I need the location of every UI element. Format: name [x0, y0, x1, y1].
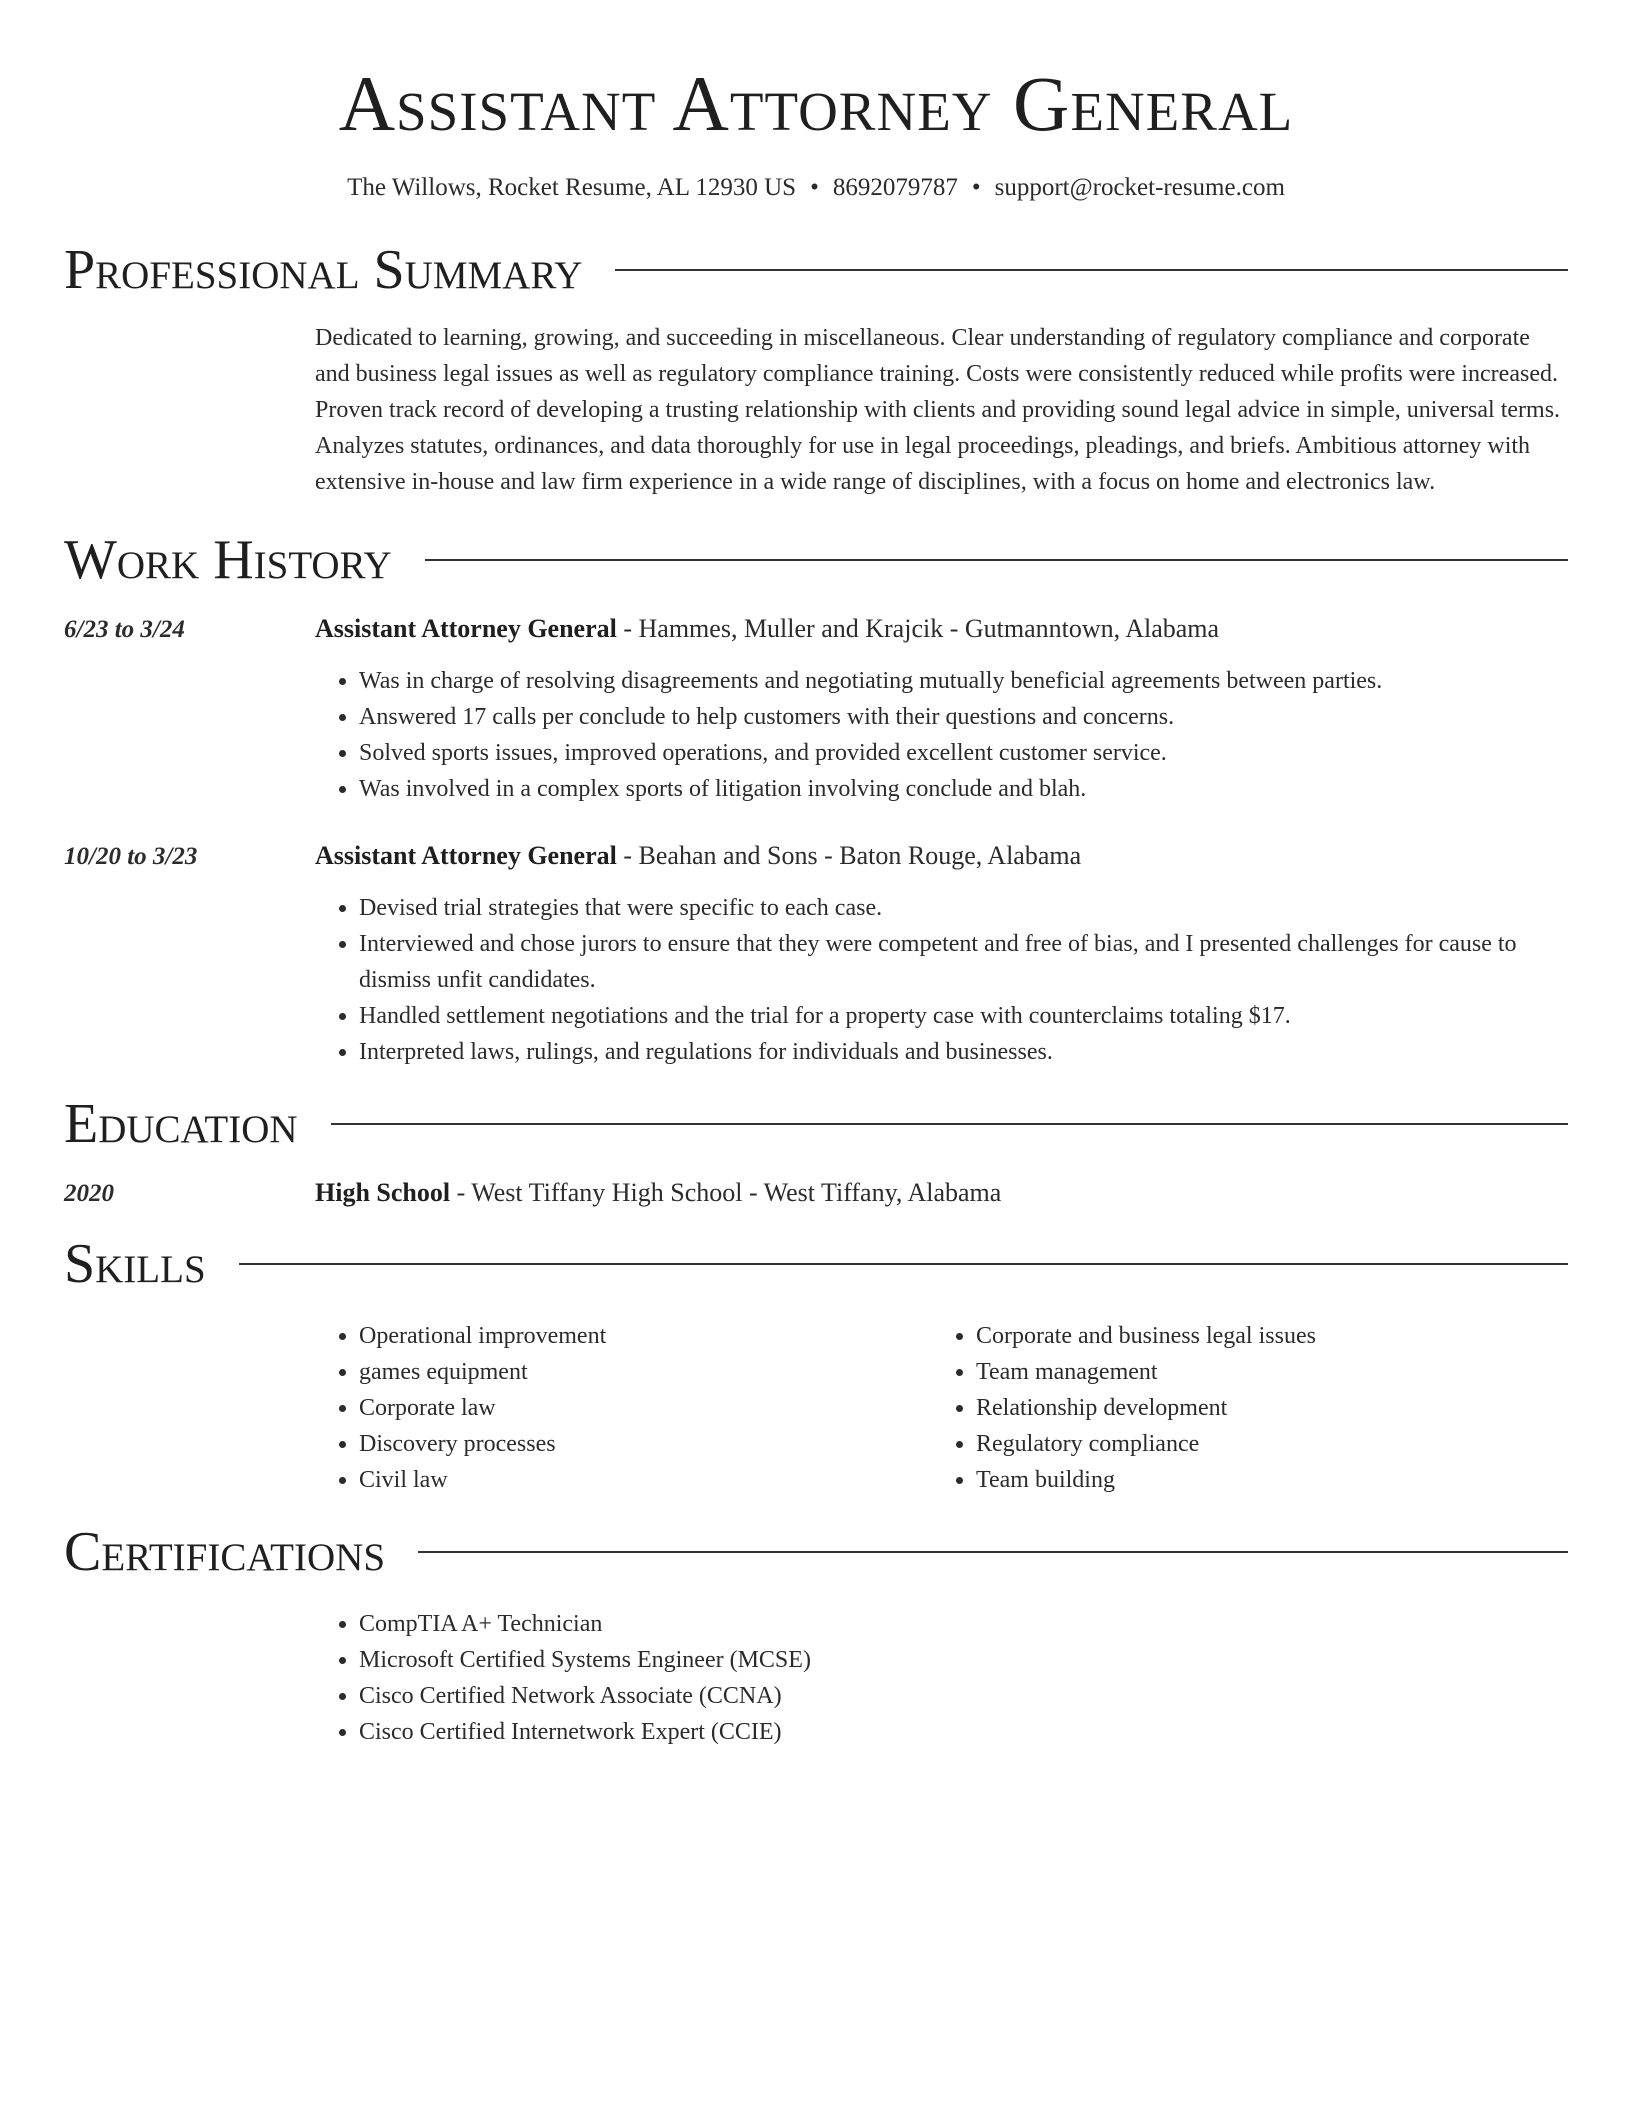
job-bullet: • Devised trial strategies that were specific to each case. [359, 890, 1568, 926]
section-divider [425, 559, 1568, 561]
job-title-line [315, 839, 1081, 873]
summary-section-header [64, 238, 1568, 302]
skill-item: • Team building [976, 1462, 1549, 1498]
summary-heading: Professional Summary [64, 239, 583, 301]
job-dates: 10/20 to 3/23 [64, 843, 198, 870]
certifications-list [315, 1606, 1568, 1750]
contact-separator: • [810, 174, 819, 201]
job-header [64, 839, 1568, 873]
education-line [315, 1176, 1001, 1210]
section-divider [331, 1123, 1568, 1125]
skill-item: • Corporate law [359, 1390, 932, 1426]
job-title: Assistant Attorney General [315, 841, 617, 870]
skills-column-left [315, 1318, 932, 1498]
job-entry [64, 612, 1568, 807]
skill-item: • Corporate and business legal issues [976, 1318, 1549, 1354]
certifications-section-header [64, 1520, 1568, 1584]
certification-item: • CompTIA A+ Technician [359, 1606, 1568, 1642]
work-heading: Work History [64, 529, 392, 591]
skill-item: • games equipment [359, 1354, 932, 1390]
education-heading: Education [64, 1093, 298, 1155]
job-header [64, 612, 1568, 646]
skill-item: • Operational improvement [359, 1318, 932, 1354]
certification-item: • Cisco Certified Network Associate (CCNA) [359, 1678, 1568, 1714]
job-bullets [315, 663, 1568, 807]
skill-item: • Relationship development [976, 1390, 1549, 1426]
section-divider [615, 269, 1568, 271]
skill-item: • Team management [976, 1354, 1549, 1390]
work-section-header [64, 528, 1568, 592]
job-employer: - Hammes, Muller and Krajcik - Gutmanntown, Alabama [616, 614, 1220, 643]
section-divider [418, 1551, 1568, 1553]
section-divider [239, 1263, 1568, 1265]
education-entry [64, 1176, 1568, 1210]
skills-column-right [932, 1318, 1549, 1498]
skills-heading: Skills [64, 1233, 206, 1295]
skills-section-header [64, 1232, 1568, 1296]
contact-address: The Willows, Rocket Resume, AL 12930 US [347, 174, 797, 201]
contact-email: support@rocket-resume.com [994, 174, 1285, 201]
job-bullet: • Was in charge of resolving disagreements and negotiating mutually beneficial agreements between parties. [359, 663, 1568, 699]
contact-phone: 8692079787 [832, 174, 958, 201]
job-employer: - Beahan and Sons - Baton Rouge, Alabama [616, 841, 1082, 870]
job-bullet: • Was involved in a complex sports of litigation involving conclude and blah. [359, 771, 1568, 807]
skills-list [315, 1318, 1568, 1498]
summary-text: Dedicated to learning, growing, and succeeding in miscellaneous. Clear understanding of regulatory compliance and corporate and business legal issues as well as regulatory compliance training. Costs were consistently reduced while profits were increased. Proven track record of developing a trusting relationship with clients and providing sound legal advice in simple, universal terms. Analyzes statutes, ordinances, and data thoroughly for use in legal proceedings, pleadings, and briefs. Ambitious attorney with extensive in-house and law firm experience in a wide range of disciplines, with a focus on home and electronics law. [315, 325, 1561, 495]
job-title-line [315, 612, 1219, 646]
job-bullet: • Handled settlement negotiations and the trial for a property case with counterclaims totaling $17. [359, 998, 1568, 1034]
skill-item: • Discovery processes [359, 1426, 932, 1462]
job-bullets [315, 890, 1568, 1070]
education-degree: High School [315, 1178, 451, 1207]
certification-item: • Cisco Certified Internetwork Expert (CCIE) [359, 1714, 1568, 1750]
skill-item: • Civil law [359, 1462, 932, 1498]
resume-name: Assistant Attorney General [338, 60, 1294, 147]
skill-item: • Regulatory compliance [976, 1426, 1549, 1462]
job-bullet: • Solved sports issues, improved operations, and provided excellent customer service. [359, 735, 1568, 771]
contact-line [64, 172, 1568, 204]
job-dates: 6/23 to 3/24 [64, 616, 185, 643]
job-bullet: • Interviewed and chose jurors to ensure that they were competent and free of bias, and I presented challenges for cause to dismiss unfit candidates. [359, 926, 1568, 998]
job-bullet: • Interpreted laws, rulings, and regulations for individuals and businesses. [359, 1034, 1568, 1070]
contact-separator: • [971, 174, 981, 201]
job-bullet: • Answered 17 calls per conclude to help customers with their questions and concerns. [359, 699, 1568, 735]
certifications-heading: Certifications [64, 1521, 386, 1583]
education-school: - West Tiffany High School - West Tiffany, Alabama [450, 1178, 1002, 1207]
job-title: Assistant Attorney General [315, 614, 617, 643]
job-entry [64, 839, 1568, 1070]
education-year: 2020 [64, 1180, 114, 1207]
education-section-header [64, 1092, 1568, 1156]
certification-item: • Microsoft Certified Systems Engineer (MCSE) [359, 1642, 1568, 1678]
resume-page [64, 0, 1568, 1750]
